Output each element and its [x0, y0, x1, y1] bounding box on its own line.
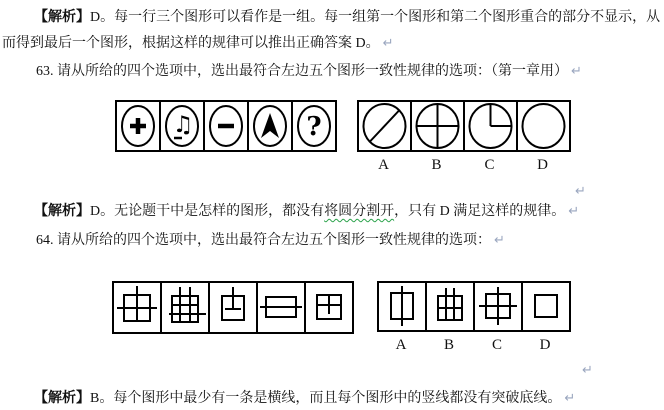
square-2vlines-top-2hlines-figure — [160, 281, 210, 334]
square-cross-through-figure — [473, 281, 523, 332]
option-label-B: B — [431, 157, 442, 173]
circle-quarter-sector-figure — [463, 100, 518, 152]
analysis-63-tag: 【解析】 — [34, 204, 90, 219]
question-63-option-labels — [357, 157, 569, 174]
circle-empty-figure — [516, 100, 571, 152]
option-label-D: D — [537, 157, 548, 173]
square-2vlines-top-hline-mid-figure — [425, 281, 475, 332]
paragraph-mark-icon: ↵ — [575, 184, 586, 199]
svg-text:?: ? — [306, 112, 322, 142]
analysis-62-line1: D。每一行三个图形可以看作是一组。每一组第一个图形和第二个图形重合的部分不显示，从 — [90, 10, 661, 25]
analysis-63-spellcheck-underline: 将圆分割开 — [324, 204, 395, 219]
option-label-A: A — [378, 157, 389, 173]
analysis-62-paragraph — [2, 5, 660, 57]
question-63-option-figures — [357, 100, 571, 152]
option-label-D: D — [539, 337, 551, 353]
analysis-64-body: B。每个图形中最少有一条是横线，而且每个图形中的竖线都没有突破底线。 — [90, 391, 562, 406]
circle-arrow-up-figure — [247, 100, 293, 152]
circle-thick-minus-figure — [203, 100, 249, 152]
question-64-prompt — [36, 228, 505, 254]
square-vline-top-to-midbar-figure — [208, 281, 258, 334]
option-label-C: C — [491, 337, 502, 353]
analysis-62-line2: 而得到最后一个图形，根据这样的规律可以推出正确答案 D。 — [2, 36, 380, 51]
analysis-63-after: ，只有 D 满足这样的规律。 — [394, 204, 566, 219]
option-label-B: B — [443, 337, 454, 353]
circle-diagonal-line-figure — [357, 100, 412, 152]
paragraph-mark-icon: ↵ — [571, 64, 582, 79]
question-63-text: 63. 请从所给的四个选项中，选出最符合左边五个图形一致性规律的选项：（第一章用） — [36, 64, 568, 79]
paragraph-mark-icon: ↵ — [494, 233, 505, 248]
question-63-prompt — [36, 59, 582, 85]
analysis-63-paragraph — [2, 199, 579, 225]
square-vline-top-hline-cross-figure — [112, 281, 162, 334]
question-64-option-figures — [377, 281, 571, 332]
question-63-stimulus-figures — [115, 100, 337, 152]
svg-text:♫: ♫ — [172, 112, 194, 138]
analysis-62-tag: 【解析】 — [34, 10, 90, 25]
square-plain-figure — [521, 281, 571, 332]
paragraph-mark-icon: ↵ — [568, 204, 580, 219]
rect-hline-cross-figure — [256, 281, 306, 334]
circle-cross-quadrants-figure — [410, 100, 465, 152]
square-plus-inside-figure — [304, 281, 354, 334]
paragraph-mark-icon: ↵ — [582, 363, 593, 378]
question-64-stimulus-figures — [112, 281, 354, 334]
option-label-A: A — [395, 337, 407, 353]
circle-thick-plus-figure — [115, 100, 161, 152]
analysis-64-tag: 【解析】 — [34, 391, 90, 406]
circle-question-mark-figure — [291, 100, 337, 152]
circle-music-note-figure — [159, 100, 205, 152]
question-64-text: 64. 请从所给的四个选项中，选出最符合左边五个图形一致性规律的选项： — [36, 233, 491, 248]
analysis-64-paragraph — [2, 386, 575, 410]
question-64-option-labels — [377, 337, 569, 354]
analysis-63-before: D。无论题干中是怎样的图形，都没有 — [90, 204, 325, 219]
paragraph-mark-icon: ↵ — [382, 36, 394, 51]
rect-vline-through-figure — [377, 281, 427, 332]
option-label-C: C — [484, 157, 495, 173]
paragraph-mark-icon: ↵ — [564, 391, 576, 406]
